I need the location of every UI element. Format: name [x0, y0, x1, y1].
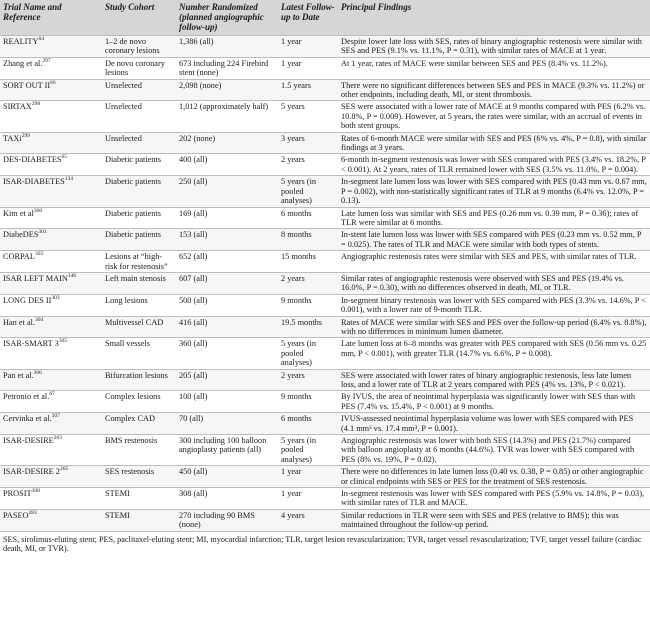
trial-reference: 305 [58, 338, 68, 345]
trial-name: PASEO [3, 510, 29, 520]
trial-name-cell [0, 207, 102, 229]
table-row [0, 101, 650, 132]
trial-reference: 65 [61, 154, 68, 161]
trial-reference: 301 [38, 229, 47, 236]
trial-name: ISAR-DESIRE 2 [3, 467, 60, 477]
principal-findings-cell: 6-month in-segment restenosis was lower with SES compared with PES (3.4% vs. 18.2%, P < 0.001). At 2 years, rates of TLR remained lower with SES (3.5% vs. 11.0%, P = 0.004). [338, 154, 650, 176]
followup-cell: 1 year [278, 57, 338, 79]
number-randomized-cell: 205 (all) [176, 369, 278, 391]
study-cohort-cell: Diabetic patients [102, 207, 176, 229]
number-randomized-cell: 652 (all) [176, 251, 278, 273]
principal-findings-cell: In-stent late lumen loss was lower with SES compared with PES (0.23 mm vs. 0.52 mm, P = 0.025). The rates of TLR and MACE were similar with both types of stents. [338, 229, 650, 251]
number-randomized-cell: 360 (all) [176, 338, 278, 369]
trial-name: SIRTAX [3, 102, 32, 112]
table-row [0, 57, 650, 79]
followup-cell: 3 years [278, 132, 338, 154]
table-row [0, 154, 650, 176]
study-cohort-cell: Diabetic patients [102, 229, 176, 251]
trial-name: SORT OUT II [3, 80, 51, 90]
trial-name-cell [0, 176, 102, 207]
number-randomized-cell: 1,012 (approximately half) [176, 101, 278, 132]
number-randomized-cell: 250 (all) [176, 176, 278, 207]
principal-findings-cell: Angiographic restenosis was lower with both SES (14.3%) and PES (21.7%) compared with balloon angioplasty at 6 months (44.6%). TVR was lower with SES compared with PES (8% vs. 19%, P = 0.02). [338, 435, 650, 466]
study-cohort-cell: Complex CAD [102, 413, 176, 435]
trial-name-cell [0, 101, 102, 132]
trial-reference: 67 [49, 391, 55, 398]
study-cohort-cell: BMS restenosis [102, 435, 176, 466]
number-randomized-cell: 70 (all) [176, 413, 278, 435]
number-randomized-cell: 153 (all) [176, 229, 278, 251]
followup-cell: 1 year [278, 36, 338, 58]
study-cohort-cell: Unselected [102, 101, 176, 132]
trial-name-cell [0, 132, 102, 154]
trial-name: DiabeDES [3, 230, 39, 240]
followup-cell: 5 years [278, 101, 338, 132]
trial-name-cell [0, 251, 102, 273]
trial-name-cell [0, 488, 102, 510]
header-number-randomized: Number Randomized (planned angiographic follow-up) [176, 0, 278, 36]
table-row [0, 509, 650, 530]
trial-reference: 307 [51, 413, 60, 420]
trial-name: CORPAL [3, 252, 35, 262]
followup-cell: 2 years [278, 272, 338, 294]
trial-reference: 134 [64, 176, 74, 183]
trial-name: Cervinka et al. [3, 414, 52, 424]
trial-name-cell [0, 338, 102, 369]
trial-reference: 297 [42, 58, 51, 65]
study-cohort-cell: Small vessels [102, 338, 176, 369]
trial-name-cell [0, 229, 102, 251]
principal-findings-cell: Similar reductions in TLR were seen with SES and PES (relative to BMS); this was maintained throughout the follow-up period. [338, 509, 650, 530]
trial-name: REALITY [3, 37, 39, 46]
followup-cell: 6 months [278, 207, 338, 229]
header-trial-name: Trial Name and Reference [0, 0, 102, 36]
trial-name-cell [0, 154, 102, 176]
principal-findings-cell: Despite lower late loss with SES, rates of binary angiographic restenosis were similar with SES and PES (9.1% vs. 11.1%, P = 0.31), with similar rates of MACE at 1 year. [338, 36, 650, 58]
trial-name-cell [0, 369, 102, 391]
followup-cell: 4 years [278, 509, 338, 530]
principal-findings-cell: Similar rates of angiographic restenosis were observed with SES and PES (19.4% vs. 16.0%, P = 0.30), with no differences observed in death, MI, or TLR. [338, 272, 650, 294]
table-row [0, 36, 650, 58]
principal-findings-cell: At 1 year, rates of MACE were similar between SES and PES (8.4% vs. 11.2%). [338, 57, 650, 79]
trial-reference: 303 [51, 294, 60, 301]
header-latest-followup: Latest Follow-up to Date [278, 0, 338, 36]
principal-findings-cell: Late lumen loss at 6–8 months was greater with PES compared with SES (0.56 mm vs. 0.25 mm, P < 0.001), with greater TLR (14.7% vs. 6.6%, P = 0.008). [338, 338, 650, 369]
trial-name-cell [0, 466, 102, 488]
trial-name: Han et al. [3, 317, 36, 327]
trial-reference: 64 [38, 36, 44, 43]
principal-findings-cell: In-segment late lumen loss was lower with SES compared with PES (0.43 mm vs. 0.67 mm, P = 0.002), with non-statistically significant rates of TLR at 9 months (6.4% vs. 12.0%, P = 0.13). [338, 176, 650, 207]
followup-cell: 5 years (in pooled analyses) [278, 338, 338, 369]
followup-cell: 15 months [278, 251, 338, 273]
principal-findings-cell: By IVUS, the area of neointimal hyperplasia was significantly lower with SES than with PES (7.4% vs. 15.4%, P < 0.001) at 9 months. [338, 391, 650, 413]
table-row [0, 369, 650, 391]
followup-cell: 2 years [278, 369, 338, 391]
followup-cell: 1 year [278, 466, 338, 488]
principal-findings-cell: There were no differences in late lumen loss (0.40 vs. 0.38, P = 0.85) or other angiographic or clinical endpoints with SES or PES for the treatment of SES restenosis. [338, 466, 650, 488]
study-cohort-cell: Left main stenosis [102, 272, 176, 294]
trial-reference: 308 [31, 488, 40, 495]
number-randomized-cell: 673 including 224 Firebird stent (none) [176, 57, 278, 79]
table-header [0, 0, 650, 36]
trial-reference: 300 [33, 207, 43, 214]
number-randomized-cell: 607 (all) [176, 272, 278, 294]
table-row [0, 316, 650, 338]
table-row [0, 488, 650, 510]
trial-name-cell [0, 36, 102, 58]
trial-name-cell [0, 57, 102, 79]
followup-cell: 19.5 months [278, 316, 338, 338]
table-row [0, 251, 650, 273]
study-cohort-cell: Lesions at “high-risk for restenosis” [102, 251, 176, 273]
principal-findings-cell: IVUS-assessed neointimal hyperplasia volume was lower with SES compared with PES (4.1 mm³ vs. 17.4 mm³, P = 0.001). [338, 413, 650, 435]
principal-findings-cell: Rates of 6-month MACE were similar with SES and PES (6% vs. 4%, P = 0.8), with similar findings at 3 years. [338, 132, 650, 154]
number-randomized-cell: 2,098 (none) [176, 79, 278, 101]
trial-reference: 265 [59, 466, 69, 473]
header-principal-findings: Principal Findings [338, 0, 650, 36]
trial-name: DES-DIABETES [3, 155, 62, 165]
study-cohort-cell: Diabetic patients [102, 154, 176, 176]
study-cohort-cell: 1–2 de novo coronary lesions [102, 36, 176, 58]
study-cohort-cell: Bifurcation lesions [102, 369, 176, 391]
trial-name: ISAR-DESIRE [3, 436, 54, 446]
trial-reference: 304 [35, 316, 44, 323]
trial-reference: 306 [33, 369, 42, 376]
trial-reference: 299 [21, 132, 30, 139]
followup-cell: 8 months [278, 229, 338, 251]
trial-name-cell [0, 316, 102, 338]
table-row [0, 391, 650, 413]
table-row [0, 176, 650, 207]
table-row [0, 229, 650, 251]
number-randomized-cell: 500 (all) [176, 294, 278, 316]
principal-findings-cell: There were no significant differences between SES and PES in MACE (9.3% vs. 11.2%) or other endpoints, including death, MI, or stent thrombosis. [338, 79, 650, 101]
table-row [0, 413, 650, 435]
followup-cell: 2 years [278, 154, 338, 176]
trial-name-cell [0, 79, 102, 101]
trial-reference: 298 [31, 101, 41, 108]
number-randomized-cell: 270 including 90 BMS (none) [176, 509, 278, 530]
trial-name-cell [0, 509, 102, 530]
principal-findings-cell: In-segment restenosis was lower with SES compared with PES (5.9% vs. 14.8%, P = 0.03), with similar rates of TLR and MACE. [338, 488, 650, 510]
followup-cell: 1.5 years [278, 79, 338, 101]
study-cohort-cell: SES restenosis [102, 466, 176, 488]
principal-findings-cell: Angiographic restenosis rates were similar with SES and PES, with similar rates of TLR. [338, 251, 650, 273]
trial-name-cell [0, 391, 102, 413]
table-row [0, 272, 650, 294]
followup-cell: 5 years (in pooled analyses) [278, 435, 338, 466]
table-row [0, 79, 650, 101]
number-randomized-cell: 100 (all) [176, 391, 278, 413]
table-row [0, 338, 650, 369]
trial-name-cell [0, 272, 102, 294]
number-randomized-cell: 169 (all) [176, 207, 278, 229]
principal-findings-cell: SES were associated with lower rates of binary angiographic restenosis, less late lumen loss, and a lower rate of TLR at 2 years compared with PES (4% vs. 13%, P < 0.021). [338, 369, 650, 391]
table-row [0, 435, 650, 466]
trial-reference: 283 [28, 510, 37, 517]
trial-name-cell [0, 413, 102, 435]
study-cohort-cell: Unselected [102, 79, 176, 101]
study-cohort-cell: Diabetic patients [102, 176, 176, 207]
trial-name: Kim et al [3, 208, 34, 218]
number-randomized-cell: 400 (all) [176, 154, 278, 176]
study-cohort-cell: STEMI [102, 509, 176, 530]
principal-findings-cell: Rates of MACE were similar with SES and PES over the follow-up period (6.4% vs. 8.8%), with no differences in minimum lumen diameter. [338, 316, 650, 338]
followup-cell: 1 year [278, 488, 338, 510]
study-cohort-cell: Long lesions [102, 294, 176, 316]
principal-findings-cell: Late lumen loss was similar with SES and PES (0.26 mm vs. 0.39 mm, P = 0.36); rates of TLR were similar at 6 months. [338, 207, 650, 229]
number-randomized-cell: 202 (none) [176, 132, 278, 154]
number-randomized-cell: 450 (all) [176, 466, 278, 488]
trial-name: ISAR-SMART 3 [3, 339, 59, 349]
table-row [0, 207, 650, 229]
study-cohort-cell: Complex lesions [102, 391, 176, 413]
study-cohort-cell: Multivessel CAD [102, 316, 176, 338]
trial-name-cell [0, 435, 102, 466]
number-randomized-cell: 308 (all) [176, 488, 278, 510]
table-body [0, 36, 650, 531]
table-row [0, 466, 650, 488]
table-row [0, 132, 650, 154]
number-randomized-cell: 1,386 (all) [176, 36, 278, 58]
study-cohort-cell: De novo coronary lesions [102, 57, 176, 79]
trial-name-cell [0, 294, 102, 316]
trial-name: ISAR-DIABETES [3, 177, 65, 187]
trial-reference: 302 [34, 251, 44, 258]
number-randomized-cell: 416 (all) [176, 316, 278, 338]
trial-reference: 66 [50, 79, 56, 86]
trial-name: ISAR LEFT MAIN [3, 273, 68, 283]
header-study-cohort: Study Cohort [102, 0, 176, 36]
trial-name: Pan et al. [3, 370, 34, 380]
trial-name: PROSIT [3, 489, 32, 499]
study-cohort-cell: STEMI [102, 488, 176, 510]
followup-cell: 9 months [278, 294, 338, 316]
trial-name: Zhang et al. [3, 58, 43, 68]
followup-cell: 9 months [278, 391, 338, 413]
number-randomized-cell: 300 including 100 balloon angioplasty patients (all) [176, 435, 278, 466]
principal-findings-cell: In-segment binary restenosis was lower with SES compared with PES (3.3% vs. 14.6%, P < 0.001), with a lower rate of 9-month TLR. [338, 294, 650, 316]
trial-name: Petronio et al. [3, 392, 50, 402]
principal-findings-cell: SES were associated with a lower rate of MACE at 9 months compared with PES (6.2% vs. 10.8%, P = 0.009). However, at 5 years, the rates were similar, with an accrual of events in both stent groups. [338, 101, 650, 132]
followup-cell: 5 years (in pooled analyses) [278, 176, 338, 207]
trial-reference: 146 [67, 273, 77, 280]
trial-name: LONG DES II [3, 295, 52, 305]
table-row [0, 294, 650, 316]
trial-name: TAXi [3, 133, 22, 143]
study-cohort-cell: Unselected [102, 132, 176, 154]
followup-cell: 6 months [278, 413, 338, 435]
trial-reference: 263 [53, 435, 62, 442]
table-footnote: SES, sirolimus-eluting stent; PES, paclitaxel-eluting stent; MI, myocardial infarction; TLR, target lesion revascularization; TVR, target vessel revascularization; TVF, target vessel failure (cardiac death, MI, or TVR). [0, 531, 650, 554]
